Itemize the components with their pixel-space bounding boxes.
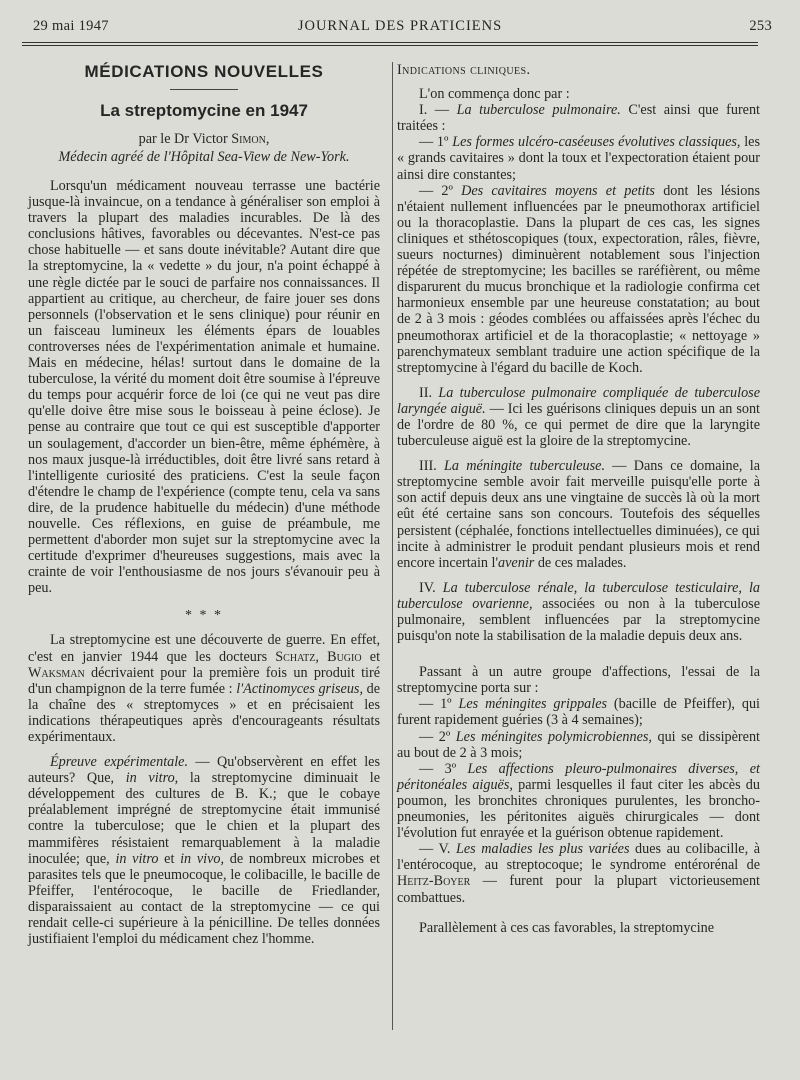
paragraph-other-affections: Passant à un autre groupe d'affections, l'essai de la streptomycine porta sur : bbox=[397, 664, 760, 697]
indication-1 bbox=[397, 102, 760, 134]
text-span: in vitro, bbox=[125, 770, 179, 787]
item-text: de ces malades. bbox=[537, 554, 627, 571]
item-emphasis: avenir bbox=[498, 554, 535, 571]
item-number: — 2º bbox=[419, 728, 451, 745]
item-text: — furent pour la plupart victorieusement combattues. bbox=[397, 873, 761, 906]
name-bugio: Bugio bbox=[327, 648, 362, 665]
page-header bbox=[28, 18, 772, 42]
item-title: Les affections pleuro-pulmonaires diverses, et péritonéales aiguës, bbox=[397, 760, 760, 793]
indication-4 bbox=[397, 580, 760, 644]
item-title: La méningite tuberculeuse. bbox=[444, 458, 606, 475]
item-title: La tuberculose pulmonaire compliquée de tuberculose laryngée aiguë. bbox=[397, 384, 761, 417]
affection-1 bbox=[397, 696, 760, 728]
header-rule-top bbox=[22, 42, 758, 43]
item-number: — 3º bbox=[419, 760, 457, 777]
name-waksman: Waksman bbox=[28, 664, 85, 681]
article-title: La streptomycine en 1947 bbox=[100, 101, 308, 120]
text-span: la streptomycine diminuait le développement des cultures de B. K.; que le cobaye préalablement imprégné de streptomycine était immunisé contre la tuberculose; que le chien et la plupart des mammifères résistaient remarquablement à la maladie inoculée; que, bbox=[28, 770, 381, 867]
paragraph-experimental bbox=[28, 754, 380, 947]
author-affiliation: Médecin agréé de l'Hôpital Sea-View de New-York. bbox=[58, 149, 350, 165]
item-number: — 2º bbox=[419, 182, 453, 199]
paragraph-intro-right: L'on commença donc par : bbox=[419, 86, 570, 103]
text-span: in vivo, bbox=[180, 850, 225, 867]
item-text: — Dans ce domaine, la streptomycine semble avoir fait merveille puisqu'elle porte à son actif depuis deux ans une vingtaine de succès là où la mort eût été certaine sans son concours. Toutefois des séquelles persistent (céphalée, fonctions intellectuelles diminuées), ce qui incite à administrer le produit pendant plusieurs mois et rend encore incertain l' bbox=[397, 458, 760, 571]
item-title: La tuberculose rénale, la tuberculose testiculaire, la tuberculose ovarienne, bbox=[397, 579, 761, 612]
experimental-heading: Épreuve expérimentale. bbox=[50, 754, 189, 771]
item-title: Les formes ulcéro-caséeuses évolutives classiques, bbox=[452, 134, 741, 151]
text-span: — Qu'observèrent en effet les auteurs? Que, bbox=[28, 754, 380, 787]
item-number: — 1º bbox=[419, 134, 449, 151]
item-text: qui se dissipèrent au bout de 2 à 3 mois; bbox=[397, 728, 760, 761]
clinical-indications-heading: Indications cliniques. bbox=[397, 62, 531, 78]
section-asterism: * * * bbox=[185, 608, 223, 624]
paragraph-intro: Lorsqu'un médicament nouveau terrasse une bactérie jusque-là invaincue, on a tendance à généraliser son emploi à travers la plupart des maladies incurables. De là des conclusions hâtives, favorables ou décevantes. N'est-ce pas chose habituelle — et sans doute inévitable? Autant dire que la streptomycine, la « vedette » du jour, n'a point échappé à une règle dictée par le souci de parfaire nos connaissances. Il appartient au critique, au chercheur, de faire jouer ses dons personnels (l'observation et le sens clinique) pour réunir en un faisceau lumineux les éléments épars de louables controverses nées de l'expérimentation animale et humaine. Mais en médecine, hélas! surtout dans le domaine de la tuberculose, la vérité du moment doit être soumise à l'épreuve du temps pour acquérir force de loi (ce qui ne veut pas dire qu'elle doive être mise sous le boisseau à peine éclose). Je pense au contraire que tout ce qui est susceptible d'apporter un soulagement, d'accorder un bien-être, même éphémère, à nos maux jusque-là irréductibles, doit être livré sans retard à l'intelligente curiosité des praticiens. C'est la seule façon d'étendre le champ de l'expérience (compte tenu, cela va sans dire, de la prudence habituelle du médecin) d'une méthode nouvelle. Ces réflexions, en guise de préambule, me permettent d'aborder mon sujet sur la streptomycine avec la certitude d'exprimer d'heureuses suggestions, mais avec la crainte de voir l'enthousiasme de nos jours s'évanouir peu à peu. bbox=[28, 178, 380, 597]
affection-3 bbox=[397, 761, 760, 841]
issue-date: 29 mai 1947 bbox=[33, 18, 109, 34]
affection-5 bbox=[397, 841, 760, 905]
paragraph-discovery bbox=[28, 632, 380, 745]
header-rule-bottom bbox=[22, 45, 758, 46]
item-title: Les méningites grippales bbox=[458, 696, 608, 713]
text-span: in vitro bbox=[115, 850, 159, 867]
section-title: MÉDICATIONS NOUVELLES bbox=[84, 62, 324, 81]
item-text: dues au colibacille, à l'entérocoque, au streptocoque; le syndrome entérorénal de bbox=[397, 841, 760, 874]
author-name: Simon, bbox=[231, 131, 270, 147]
indication-3 bbox=[397, 458, 760, 571]
text-span: de la chaîne des « streptomyces » et en précisaient les indications thérapeutiques après d'encourageants résultats expérimentaux. bbox=[28, 680, 381, 745]
item-text: C'est ainsi que furent traitées : bbox=[397, 102, 760, 135]
column-divider bbox=[392, 62, 393, 1030]
page-number: 253 bbox=[749, 18, 772, 34]
item-number: IV. bbox=[419, 579, 436, 596]
item-number: I. — bbox=[419, 102, 450, 119]
name-schatz: Schatz, bbox=[275, 648, 319, 665]
paragraph-final: Parallèlement à ces cas favorables, la streptomycine bbox=[419, 919, 715, 936]
indication-1a bbox=[397, 134, 760, 182]
item-number: — 1º bbox=[419, 696, 452, 713]
indication-2 bbox=[397, 385, 760, 449]
item-text: dont les lésions n'étaient nullement influencées par le pneumothorax artificiel ou la thoracoplastie. Dans la plupart de ces cas, les signes cliniques et sthétoscopiques (toux, expectoration, râles, fièvre, sueurs nocturnes) diminuèrent notablement sous l'injection répétée de streptomycine; les bacilles se raréfièrent, ou même disparurent du mucus bronchique et la radiologie confirma cet harmonieux ensemble par une heureuse constatation; au bout de 2 à 3 mois : géodes comblées ou affaissées après l'échec du pneumothorax artificiel et de la thoracoplastie; « nettoyage » parenchymateux semblant traduire une action spécifique de la streptomycine à l'égard du bacille de Koch. bbox=[397, 182, 761, 376]
item-number: III. bbox=[419, 458, 437, 475]
item-text: — Ici les guérisons cliniques depuis un an sont de l'ordre de 80 %, ce qui permet de dire que la laryngite tuberculeuse aiguë est la gloire de la streptomycine. bbox=[397, 400, 760, 450]
item-text: les « grands cavitaires » dont la toux et l'expectoration étaient pour ainsi dire constantes; bbox=[397, 134, 760, 183]
item-title: Les maladies les plus variées bbox=[455, 841, 630, 858]
item-title: Les méningites polymicrobiennes, bbox=[455, 728, 652, 745]
item-text: (bacille de Pfeiffer), qui furent rapidement guéries (3 à 4 semaines); bbox=[397, 696, 760, 729]
text-span: de nombreux microbes et parasites tels que le pneumocoque, le colibacille, le bacille de Pfeiffer, l'entérocoque, le bacille de Friedlander, disparaissaient au contact de la streptomycine — ce qui rendait celle-ci supérieure à la pénicilline. De telles données justifiaient l'emploi du médicament chez l'homme. bbox=[28, 850, 380, 948]
indication-1b bbox=[397, 183, 760, 376]
author-byline bbox=[28, 130, 380, 148]
name-heitz-boyer: Heitz-Boyer bbox=[397, 873, 471, 890]
text-span: et bbox=[369, 648, 381, 665]
byline-prefix: par le Dr Victor bbox=[138, 131, 228, 147]
title-rule bbox=[170, 89, 238, 90]
left-column bbox=[28, 62, 380, 947]
right-column bbox=[397, 62, 760, 936]
species-name: l'Actinomyces griseus, bbox=[236, 680, 363, 697]
journal-title: JOURNAL DES PRATICIENS bbox=[297, 18, 503, 34]
affection-2 bbox=[397, 729, 760, 761]
text-span: et bbox=[164, 850, 175, 867]
text-span: décrivaient pour la première fois un produit tiré d'un champignon de la terre fumée : bbox=[28, 664, 380, 697]
item-number: II. bbox=[419, 384, 432, 401]
item-title: La tuberculose pulmonaire. bbox=[456, 102, 621, 119]
item-text: parmi lesquelles il faut citer les abcès du poumon, les bronchites chroniques purulentes, les broncho-pneumonies, les péritonites aiguës chirurgicales — dont l'évolution fut enrayée et la guérison obtenue rapidement. bbox=[397, 776, 760, 842]
item-title: Des cavitaires moyens et petits bbox=[461, 182, 655, 199]
item-text: associées ou non à la tuberculose pulmonaire, semblent influencées par la streptomycine puisqu'on note la stabilisation de la maladie depuis deux ans. bbox=[397, 595, 760, 645]
item-number: — V. bbox=[419, 841, 451, 858]
text-span: La streptomycine est une découverte de guerre. En effet, c'est en janvier 1944 que les docteurs bbox=[28, 632, 380, 665]
